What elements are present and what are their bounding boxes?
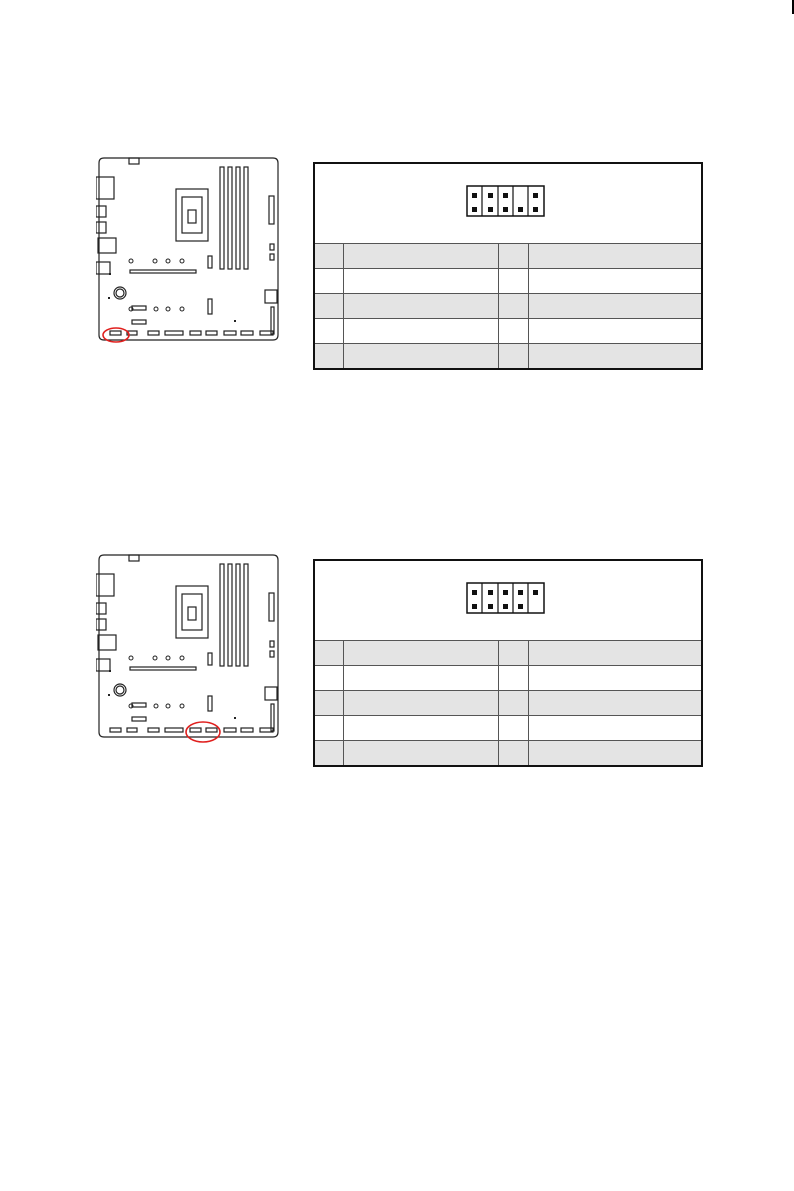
signal-name-b xyxy=(529,344,701,368)
signal-name-a xyxy=(344,691,499,715)
atx-power xyxy=(269,593,274,621)
pin-number-a xyxy=(315,641,344,665)
pin-row xyxy=(315,715,701,740)
signal-name-a xyxy=(344,294,499,318)
pin-header-icon-2 xyxy=(315,561,701,640)
signal-name-a xyxy=(344,344,499,368)
pin-number-a xyxy=(315,344,344,368)
dimm-slot-2 xyxy=(228,167,232,269)
signal-name-b xyxy=(529,319,701,343)
pin-number-b xyxy=(499,319,529,343)
dimm-slot-2 xyxy=(228,564,232,666)
pin-number-b xyxy=(499,344,529,368)
signal-name-b xyxy=(529,741,701,765)
pin-number-a xyxy=(315,319,344,343)
signal-name-a xyxy=(344,269,499,293)
cpu-socket-inner xyxy=(182,594,202,630)
io-block-5 xyxy=(96,262,110,274)
signal-name-a xyxy=(344,319,499,343)
pin-number-a xyxy=(315,691,344,715)
m2-slot-2 xyxy=(208,696,212,711)
pin-row xyxy=(315,293,701,318)
pin-number-b xyxy=(499,716,529,740)
io-block-4 xyxy=(98,238,116,253)
pin-number-a xyxy=(315,716,344,740)
pin-number-b xyxy=(499,269,529,293)
pin-row xyxy=(315,343,701,368)
io-block-5 xyxy=(96,659,110,671)
usb-header-2 xyxy=(206,728,217,732)
signal-name-a xyxy=(344,641,499,665)
io-block-3 xyxy=(96,619,106,630)
sata-block xyxy=(265,290,277,303)
dimm-slot-4 xyxy=(244,167,248,269)
top-connector xyxy=(129,158,139,164)
pin-number-a xyxy=(315,741,344,765)
signal-name-a xyxy=(344,244,499,268)
signal-name-b xyxy=(529,294,701,318)
signal-name-a xyxy=(344,741,499,765)
pin-row xyxy=(315,243,701,268)
pcie-slot xyxy=(130,270,196,273)
sata-block xyxy=(265,687,277,700)
signal-name-b xyxy=(529,244,701,268)
pin-number-b xyxy=(499,666,529,690)
pin-number-a xyxy=(315,666,344,690)
cpu-socket-core xyxy=(188,210,196,223)
pin-table-2 xyxy=(313,559,703,767)
signal-name-a xyxy=(344,666,499,690)
pin-number-b xyxy=(499,691,529,715)
pin-header-icon-1 xyxy=(315,164,701,243)
signal-name-b xyxy=(529,691,701,715)
signal-name-a xyxy=(344,716,499,740)
dimm-slot-3 xyxy=(236,167,240,269)
top-connector xyxy=(129,555,139,561)
pin-number-a xyxy=(315,294,344,318)
cpu-socket-inner xyxy=(182,197,202,233)
m2-slot-2 xyxy=(208,299,212,314)
io-block-2 xyxy=(96,603,106,614)
dimm-slot-3 xyxy=(236,564,240,666)
pin-row xyxy=(315,268,701,293)
pin-row xyxy=(315,690,701,715)
connector-section-2 xyxy=(0,554,794,794)
pin-row xyxy=(315,318,701,343)
dimm-slot-4 xyxy=(244,564,248,666)
signal-name-b xyxy=(529,666,701,690)
pcie-slot xyxy=(130,667,196,670)
pin-row xyxy=(315,740,701,765)
pin-number-b xyxy=(499,741,529,765)
dimm-slot-1 xyxy=(220,167,224,269)
io-block-4 xyxy=(98,635,116,650)
pin-number-a xyxy=(315,269,344,293)
pin-table-1 xyxy=(313,162,703,370)
board-outline xyxy=(99,555,278,737)
motherboard-diagram-2 xyxy=(96,554,284,744)
board-outline xyxy=(99,158,278,340)
io-block-3 xyxy=(96,222,106,233)
pin-row xyxy=(315,640,701,665)
pin-number-b xyxy=(499,294,529,318)
pin-number-b xyxy=(499,641,529,665)
pin-row xyxy=(315,665,701,690)
signal-name-b xyxy=(529,716,701,740)
m2-slot-1 xyxy=(208,256,212,268)
io-block-2 xyxy=(96,206,106,217)
atx-power xyxy=(269,196,274,224)
pin-number-a xyxy=(315,244,344,268)
motherboard-diagram-1 xyxy=(96,157,284,347)
usb-header-1 xyxy=(190,728,201,732)
signal-name-b xyxy=(529,641,701,665)
pin-number-b xyxy=(499,244,529,268)
front-audio-header xyxy=(110,331,121,335)
cpu-socket-core xyxy=(188,607,196,620)
connector-section-1 xyxy=(0,157,794,397)
signal-name-b xyxy=(529,269,701,293)
m2-slot-1 xyxy=(208,653,212,665)
dimm-slot-1 xyxy=(220,564,224,666)
